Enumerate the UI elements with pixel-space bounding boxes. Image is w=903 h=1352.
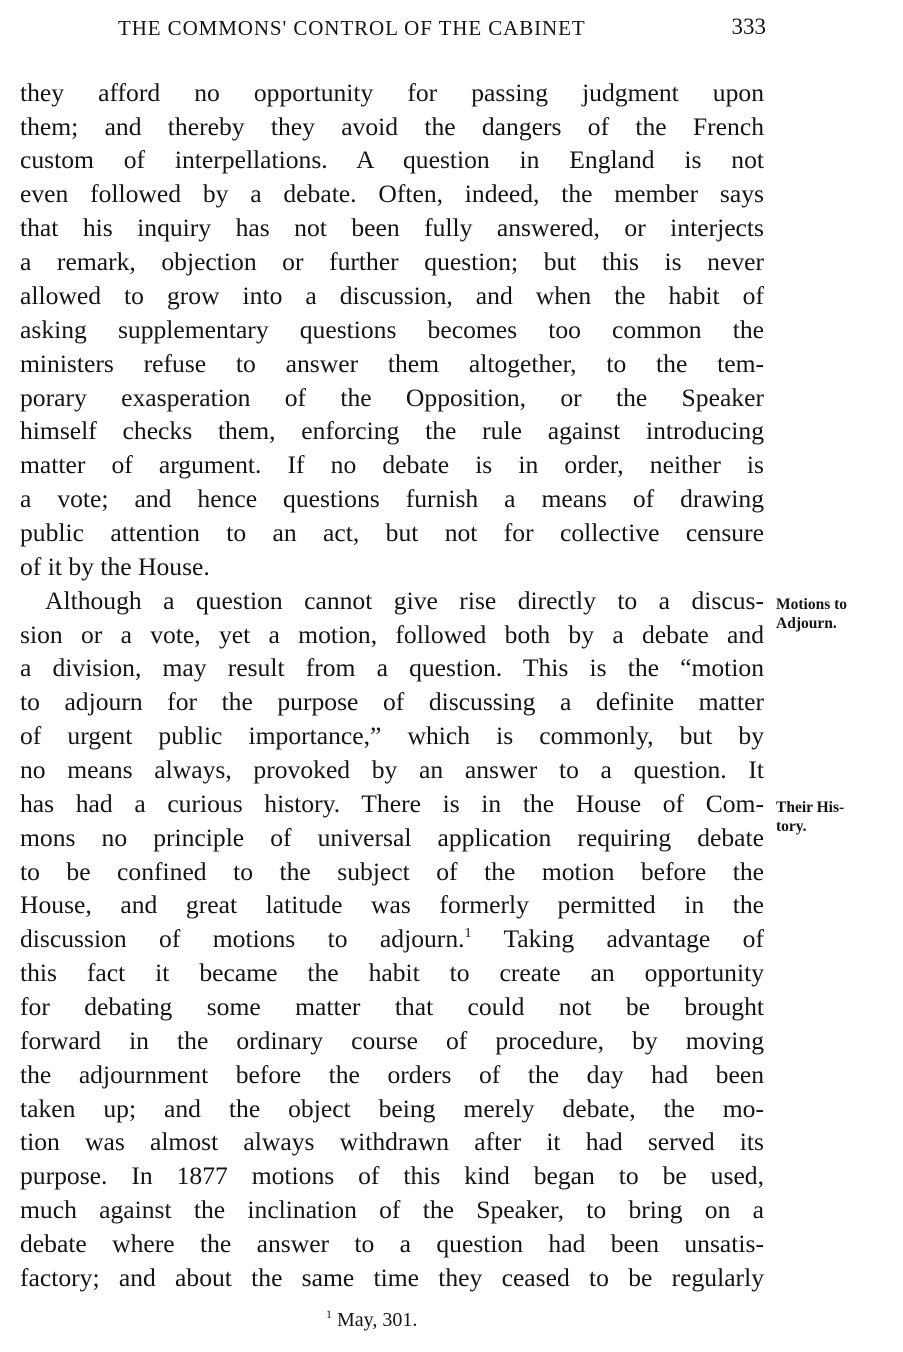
side-note-line: Their His- [776, 799, 845, 816]
body-line: a remark, objection or further question; but this is never [20, 247, 764, 276]
body-line: factory; and about the same time they ceased to be regularly [20, 1263, 764, 1292]
footnote-text: May, 301. [337, 1309, 418, 1331]
body-line: sion or a vote, yet a motion, followed both by a debate and [20, 620, 764, 649]
footnote-marker: 1 [326, 1307, 332, 1321]
footnote [326, 1306, 417, 1334]
body-line: allowed to grow into a discussion, and when the habit of [20, 281, 764, 310]
body-line: custom of interpellations. A question in England is not [20, 145, 764, 174]
body-line: matter of argument. If no debate is in order, neither is [20, 450, 764, 479]
body-line: asking supplementary questions becomes too common the [20, 315, 764, 344]
body-line: that his inquiry has not been fully answered, or interjects [20, 213, 764, 242]
body-line: a vote; and hence questions furnish a means of drawing [20, 484, 764, 513]
body-line: himself checks them, enforcing the rule against introducing [20, 416, 764, 445]
body-line [20, 922, 764, 956]
body-line: ministers refuse to answer them altogether, to the tem- [20, 349, 764, 378]
side-note-motions-to-adjourn [776, 595, 900, 633]
line-text: Taking advantage of [471, 924, 764, 953]
body-line: to be confined to the subject of the motion before the [20, 857, 764, 886]
body-line: even followed by a debate. Often, indeed, the member says [20, 179, 764, 208]
body-line: for debating some matter that could not be brought [20, 992, 764, 1021]
body-line: tion was almost always withdrawn after it had served its [20, 1127, 764, 1156]
side-note-line: Motions to [776, 596, 848, 613]
body-line: to adjourn for the purpose of discussing a definite matter [20, 687, 764, 716]
body-line: has had a curious history. There is in the House of Com- [20, 789, 764, 818]
line-text: discussion of motions to adjourn. [20, 924, 465, 953]
side-note-their-history [776, 798, 900, 836]
body-line: forward in the ordinary course of procedure, by moving [20, 1026, 764, 1055]
body-line: they afford no opportunity for passing judgment upon [20, 78, 764, 107]
body-line: porary exasperation of the Opposition, or the Speaker [20, 383, 764, 412]
body-line: no means always, provoked by an answer to a question. It [20, 755, 764, 784]
body-line: public attention to an act, but not for collective censure [20, 518, 764, 547]
body-line: of urgent public importance,” which is commonly, but by [20, 721, 764, 750]
side-note-line: Adjourn. [776, 615, 837, 632]
body-line: them; and thereby they avoid the dangers of the French [20, 112, 764, 141]
body-line: Although a question cannot give rise directly to a discus- [45, 586, 764, 615]
body-line: this fact it became the habit to create an opportunity [20, 958, 764, 987]
body-line: purpose. In 1877 motions of this kind began to be used, [20, 1161, 764, 1190]
body-line: taken up; and the object being merely debate, the mo- [20, 1094, 764, 1123]
body-line: the adjournment before the orders of the day had been [20, 1060, 764, 1089]
body-line: a division, may result from a question. This is the “motion [20, 653, 764, 682]
body-line: debate where the answer to a question had been unsatis- [20, 1229, 764, 1258]
footnote-reference: 1 [464, 926, 472, 941]
running-head [20, 14, 766, 44]
body-line: House, and great latitude was formerly permitted in the [20, 890, 764, 919]
body-line: much against the inclination of the Speaker, to bring on a [20, 1195, 764, 1224]
running-title: THE COMMONS' CONTROL OF THE CABINET [118, 16, 586, 40]
side-note-line: tory. [776, 818, 807, 835]
page-number: 333 [731, 14, 766, 39]
body-line: mons no principle of universal application requiring debate [20, 823, 764, 852]
body-line: of it by the House. [20, 552, 210, 581]
